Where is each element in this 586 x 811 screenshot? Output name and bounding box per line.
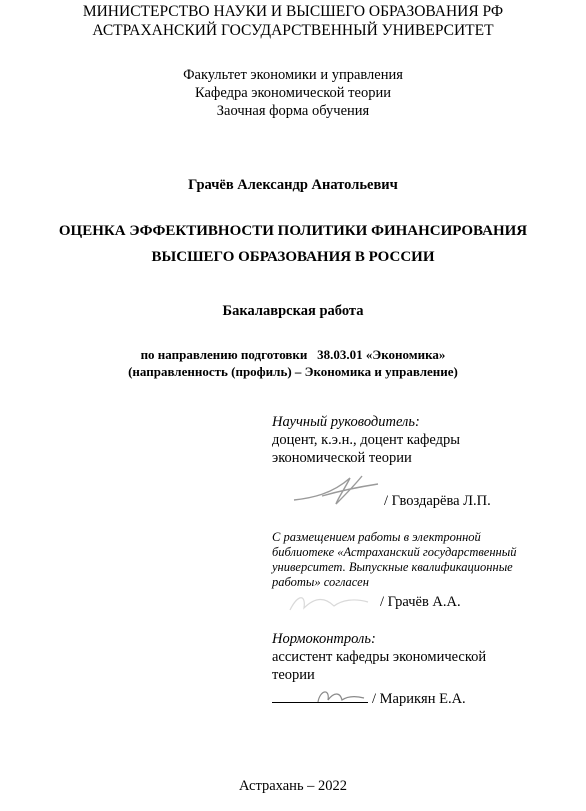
direction-line: по направлению подготовки 38.03.01 «Экономика» bbox=[140, 347, 446, 362]
supervisor-signature-name: / Гвоздарёва Л.П. bbox=[384, 493, 491, 509]
signature-underline bbox=[272, 690, 368, 703]
university-line: АСТРАХАНСКИЙ ГОСУДАРСТВЕННЫЙ УНИВЕРСИТЕТ bbox=[92, 22, 494, 39]
student-signature-name: / Грачёв А.А. bbox=[380, 594, 461, 610]
author-name: Грачёв Александр Анатольевич bbox=[188, 177, 398, 193]
faculty-block bbox=[0, 66, 586, 120]
consent-line: С размещением работы в электронной bbox=[272, 530, 481, 544]
supervisor-label: Научный руководитель: bbox=[272, 414, 420, 430]
supervisor-block bbox=[272, 413, 572, 467]
norm-control-signature-name: / Марикян Е.А. bbox=[372, 691, 466, 707]
norm-control-block bbox=[272, 630, 572, 684]
thesis-title bbox=[0, 218, 586, 270]
consent-line: университет. Выпускные квалификационные bbox=[272, 560, 513, 574]
study-direction bbox=[0, 346, 586, 380]
study-form: Заочная форма обучения bbox=[216, 103, 370, 119]
supervisor-position: экономической теории bbox=[272, 450, 412, 466]
consent-line: библиотеке «Астраханский государственный bbox=[272, 545, 517, 559]
thesis-title-line: ОЦЕНКА ЭФФЕКТИВНОСТИ ПОЛИТИКИ ФИНАНСИРОВАНИЯ bbox=[58, 223, 528, 239]
department-name: Кафедра экономической теории bbox=[195, 85, 391, 101]
faculty-name: Факультет экономики и управления bbox=[183, 67, 403, 83]
norm-control-position: ассистент кафедры экономической bbox=[272, 649, 487, 665]
supervisor-position: доцент, к.э.н., доцент кафедры bbox=[272, 432, 461, 448]
ministry-line: МИНИСТЕРСТВО НАУКИ И ВЫСШЕГО ОБРАЗОВАНИЯ РФ bbox=[82, 3, 504, 20]
supervisor-signature-image bbox=[292, 470, 382, 510]
norm-control-signature-line bbox=[272, 690, 466, 708]
ministry-header bbox=[0, 2, 586, 40]
norm-control-label: Нормоконтроль: bbox=[272, 631, 376, 647]
norm-control-position: теории bbox=[272, 667, 315, 683]
work-type: Бакалаврская работа bbox=[222, 303, 364, 319]
city-year: Астрахань – 2022 bbox=[238, 778, 348, 794]
thesis-title-line: ВЫСШЕГО ОБРАЗОВАНИЯ В РОССИИ bbox=[151, 249, 435, 265]
consent-line: работы» согласен bbox=[272, 575, 369, 589]
student-signature-image bbox=[284, 588, 374, 618]
profile-line: (направленность (профиль) – Экономика и управление) bbox=[128, 364, 458, 379]
consent-block bbox=[272, 530, 572, 590]
